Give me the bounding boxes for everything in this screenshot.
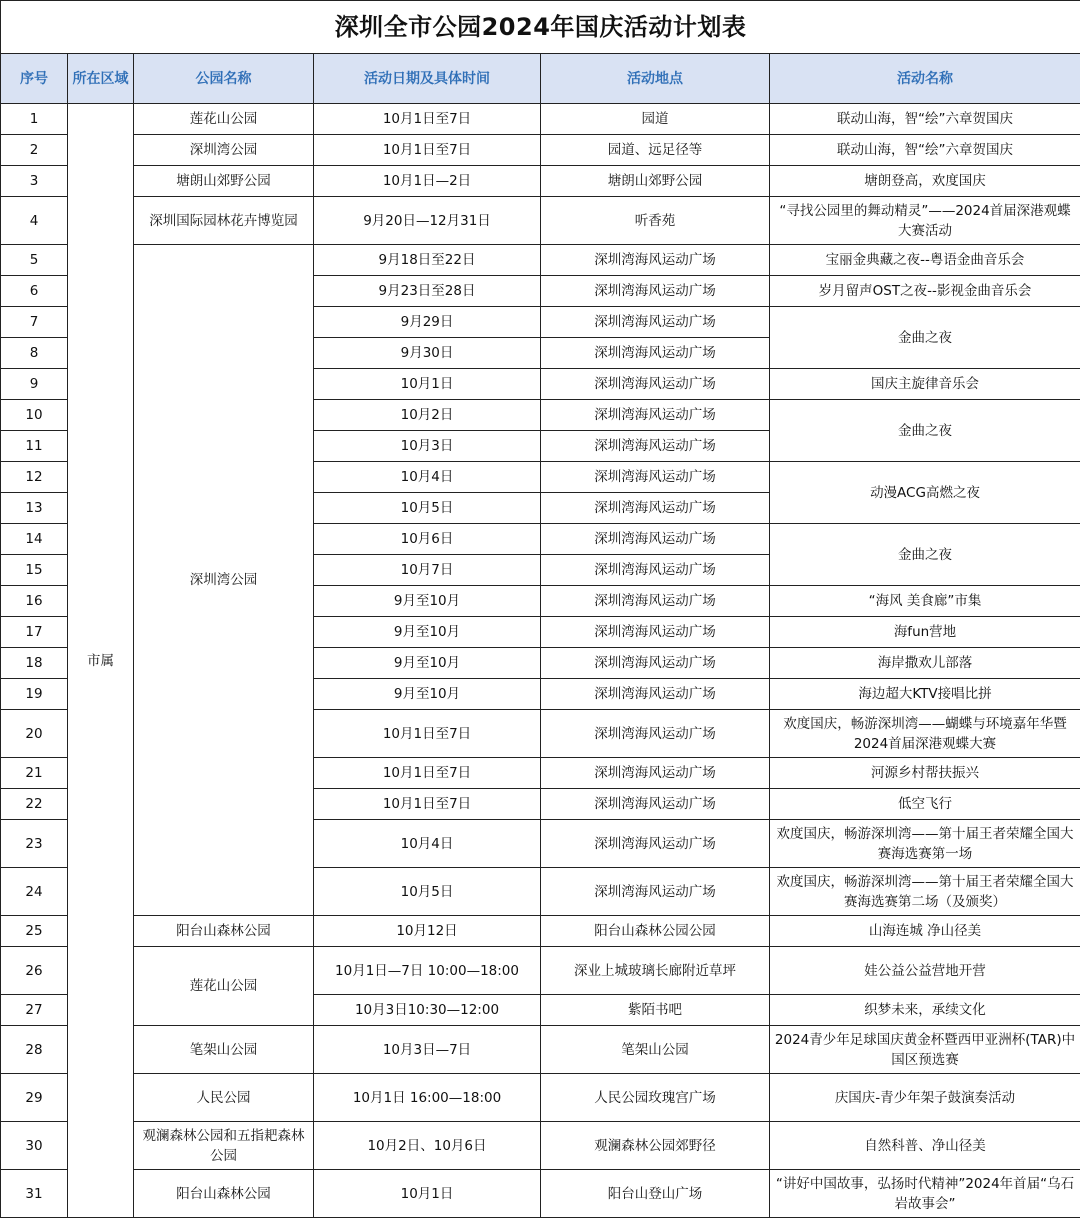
cell-date: 10月4日	[314, 462, 541, 493]
cell-activity: 联动山海，智“绘”六章贺国庆	[770, 135, 1080, 166]
table-row	[1, 135, 1080, 166]
cell-no: 24	[1, 868, 68, 916]
table-row	[1, 1170, 1080, 1218]
cell-location: 深圳湾海风运动广场	[541, 586, 770, 617]
cell-no: 11	[1, 431, 68, 462]
cell-date: 10月1日	[314, 369, 541, 400]
cell-location: 园道、远足径等	[541, 135, 770, 166]
cell-activity: 金曲之夜	[770, 400, 1080, 462]
cell-location: 阳台山登山广场	[541, 1170, 770, 1218]
cell-no: 23	[1, 820, 68, 868]
cell-date: 10月1日—7日 10:00—18:00	[314, 947, 541, 995]
cell-date: 9月18日至22日	[314, 245, 541, 276]
cell-activity: 国庆主旋律音乐会	[770, 369, 1080, 400]
cell-no: 7	[1, 307, 68, 338]
table-row	[1, 916, 1080, 947]
cell-location: 深圳湾海风运动广场	[541, 868, 770, 916]
cell-location: 笔架山公园	[541, 1026, 770, 1074]
header-no: 序号	[1, 54, 68, 104]
cell-no: 15	[1, 555, 68, 586]
table-row	[1, 947, 1080, 995]
table-row	[1, 104, 1080, 135]
cell-date: 10月1日至7日	[314, 789, 541, 820]
cell-date: 9月20日—12月31日	[314, 197, 541, 245]
cell-date: 10月2日	[314, 400, 541, 431]
cell-activity: 欢度国庆，畅游深圳湾——第十届王者荣耀全国大赛海选赛第一场	[770, 820, 1080, 868]
cell-location: 深圳湾海风运动广场	[541, 462, 770, 493]
cell-no: 26	[1, 947, 68, 995]
cell-activity: 金曲之夜	[770, 524, 1080, 586]
cell-activity: 低空飞行	[770, 789, 1080, 820]
cell-activity: 动漫ACG高燃之夜	[770, 462, 1080, 524]
cell-no: 25	[1, 916, 68, 947]
cell-activity: 联动山海，智“绘”六章贺国庆	[770, 104, 1080, 135]
cell-no: 27	[1, 995, 68, 1026]
cell-no: 3	[1, 166, 68, 197]
cell-location: 深圳湾海风运动广场	[541, 555, 770, 586]
cell-park: 阳台山森林公园	[134, 1170, 314, 1218]
cell-activity: 海fun营地	[770, 617, 1080, 648]
cell-no: 4	[1, 197, 68, 245]
cell-date: 10月4日	[314, 820, 541, 868]
table-row	[1, 166, 1080, 197]
cell-date: 10月3日—7日	[314, 1026, 541, 1074]
cell-district: 市属	[68, 104, 134, 1218]
cell-date: 9月至10月	[314, 617, 541, 648]
cell-park: 塘朗山郊野公园	[134, 166, 314, 197]
cell-location: 观澜森林公园郊野径	[541, 1122, 770, 1170]
cell-date: 10月5日	[314, 493, 541, 524]
cell-activity: 庆国庆-青少年架子鼓演奏活动	[770, 1074, 1080, 1122]
cell-activity: 2024青少年足球国庆黄金杯暨西甲亚洲杯(TAR)中国区预选赛	[770, 1026, 1080, 1074]
cell-date: 9月至10月	[314, 679, 541, 710]
header-date: 活动日期及具体时间	[314, 54, 541, 104]
cell-location: 紫陌书吧	[541, 995, 770, 1026]
cell-activity: 欢度国庆，畅游深圳湾——蝴蝶与环境嘉年华暨2024首届深港观蝶大赛	[770, 710, 1080, 758]
cell-location: 深圳湾海风运动广场	[541, 758, 770, 789]
cell-park: 阳台山森林公园	[134, 916, 314, 947]
cell-no: 18	[1, 648, 68, 679]
cell-park: 莲花山公园	[134, 947, 314, 1026]
cell-activity: 塘朗登高，欢度国庆	[770, 166, 1080, 197]
cell-no: 10	[1, 400, 68, 431]
cell-no: 1	[1, 104, 68, 135]
cell-location: 园道	[541, 104, 770, 135]
cell-date: 10月5日	[314, 868, 541, 916]
cell-date: 10月1日	[314, 1170, 541, 1218]
cell-location: 人民公园玫瑰宫广场	[541, 1074, 770, 1122]
cell-date: 9月至10月	[314, 586, 541, 617]
cell-park: 深圳湾公园	[134, 135, 314, 166]
cell-no: 2	[1, 135, 68, 166]
cell-no: 12	[1, 462, 68, 493]
cell-date: 10月1日至7日	[314, 710, 541, 758]
cell-no: 8	[1, 338, 68, 369]
cell-activity: 海岸撒欢儿部落	[770, 648, 1080, 679]
cell-no: 16	[1, 586, 68, 617]
cell-activity: 岁月留声OST之夜--影视金曲音乐会	[770, 276, 1080, 307]
header-district: 所在区域	[68, 54, 134, 104]
cell-date: 10月3日	[314, 431, 541, 462]
cell-no: 28	[1, 1026, 68, 1074]
sheet-title: 深圳全市公园2024年国庆活动计划表	[1, 1, 1080, 54]
header-activity: 活动名称	[770, 54, 1080, 104]
cell-location: 深圳湾海风运动广场	[541, 679, 770, 710]
cell-location: 深圳湾海风运动广场	[541, 276, 770, 307]
cell-location: 深圳湾海风运动广场	[541, 245, 770, 276]
header-row	[1, 54, 1080, 104]
cell-no: 6	[1, 276, 68, 307]
cell-park: 观澜森林公园和五指耙森林公园	[134, 1122, 314, 1170]
cell-no: 14	[1, 524, 68, 555]
cell-location: 深圳湾海风运动广场	[541, 789, 770, 820]
cell-activity: “海风 美食廊”市集	[770, 586, 1080, 617]
table-row	[1, 1026, 1080, 1074]
cell-location: 深圳湾海风运动广场	[541, 820, 770, 868]
cell-location: 深圳湾海风运动广场	[541, 617, 770, 648]
cell-location: 深圳湾海风运动广场	[541, 400, 770, 431]
cell-no: 19	[1, 679, 68, 710]
cell-no: 9	[1, 369, 68, 400]
cell-activity: 宝丽金典藏之夜--粤语金曲音乐会	[770, 245, 1080, 276]
cell-date: 10月6日	[314, 524, 541, 555]
cell-activity: “寻找公园里的舞动精灵”——2024首届深港观蝶大赛活动	[770, 197, 1080, 245]
cell-date: 10月1日至7日	[314, 135, 541, 166]
cell-date: 10月1日 16:00—18:00	[314, 1074, 541, 1122]
cell-park: 深圳国际园林花卉博览园	[134, 197, 314, 245]
cell-park: 深圳湾公园	[134, 245, 314, 916]
cell-no: 20	[1, 710, 68, 758]
cell-location: 阳台山森林公园公园	[541, 916, 770, 947]
cell-date: 10月7日	[314, 555, 541, 586]
cell-date: 9月30日	[314, 338, 541, 369]
cell-park: 莲花山公园	[134, 104, 314, 135]
cell-date: 10月12日	[314, 916, 541, 947]
cell-location: 深圳湾海风运动广场	[541, 524, 770, 555]
cell-activity: 海边超大KTV接唱比拼	[770, 679, 1080, 710]
cell-location: 深圳湾海风运动广场	[541, 710, 770, 758]
cell-location: 塘朗山郊野公园	[541, 166, 770, 197]
cell-activity: 河源乡村帮扶振兴	[770, 758, 1080, 789]
cell-date: 10月1日至7日	[314, 104, 541, 135]
cell-location: 深圳湾海风运动广场	[541, 338, 770, 369]
cell-activity: 山海连城 净山径美	[770, 916, 1080, 947]
cell-date: 10月2日、10月6日	[314, 1122, 541, 1170]
table-row	[1, 245, 1080, 276]
cell-location: 深圳湾海风运动广场	[541, 369, 770, 400]
cell-location: 深圳湾海风运动广场	[541, 431, 770, 462]
cell-activity: 自然科普、净山径美	[770, 1122, 1080, 1170]
cell-no: 29	[1, 1074, 68, 1122]
cell-activity: 金曲之夜	[770, 307, 1080, 369]
cell-activity: 娃公益公益营地开营	[770, 947, 1080, 995]
table-row	[1, 1122, 1080, 1170]
table-row	[1, 1074, 1080, 1122]
cell-no: 30	[1, 1122, 68, 1170]
cell-date: 10月3日10:30—12:00	[314, 995, 541, 1026]
cell-no: 17	[1, 617, 68, 648]
cell-no: 21	[1, 758, 68, 789]
cell-date: 9月29日	[314, 307, 541, 338]
cell-location: 深圳湾海风运动广场	[541, 648, 770, 679]
cell-date: 10月1日—2日	[314, 166, 541, 197]
cell-location: 听香苑	[541, 197, 770, 245]
cell-date: 10月1日至7日	[314, 758, 541, 789]
header-park: 公园名称	[134, 54, 314, 104]
cell-activity: “讲好中国故事，弘扬时代精神”2024年首届“乌石岩故事会”	[770, 1170, 1080, 1218]
cell-location: 深圳湾海风运动广场	[541, 493, 770, 524]
cell-date: 9月23日至28日	[314, 276, 541, 307]
cell-activity: 织梦未来，承续文化	[770, 995, 1080, 1026]
cell-activity: 欢度国庆，畅游深圳湾——第十届王者荣耀全国大赛海选赛第二场（及颁奖）	[770, 868, 1080, 916]
cell-location: 深圳湾海风运动广场	[541, 307, 770, 338]
cell-location: 深业上城玻璃长廊附近草坪	[541, 947, 770, 995]
header-location: 活动地点	[541, 54, 770, 104]
cell-no: 31	[1, 1170, 68, 1218]
cell-no: 22	[1, 789, 68, 820]
cell-no: 5	[1, 245, 68, 276]
cell-date: 9月至10月	[314, 648, 541, 679]
table-row	[1, 197, 1080, 245]
cell-park: 笔架山公园	[134, 1026, 314, 1074]
cell-park: 人民公园	[134, 1074, 314, 1122]
cell-no: 13	[1, 493, 68, 524]
